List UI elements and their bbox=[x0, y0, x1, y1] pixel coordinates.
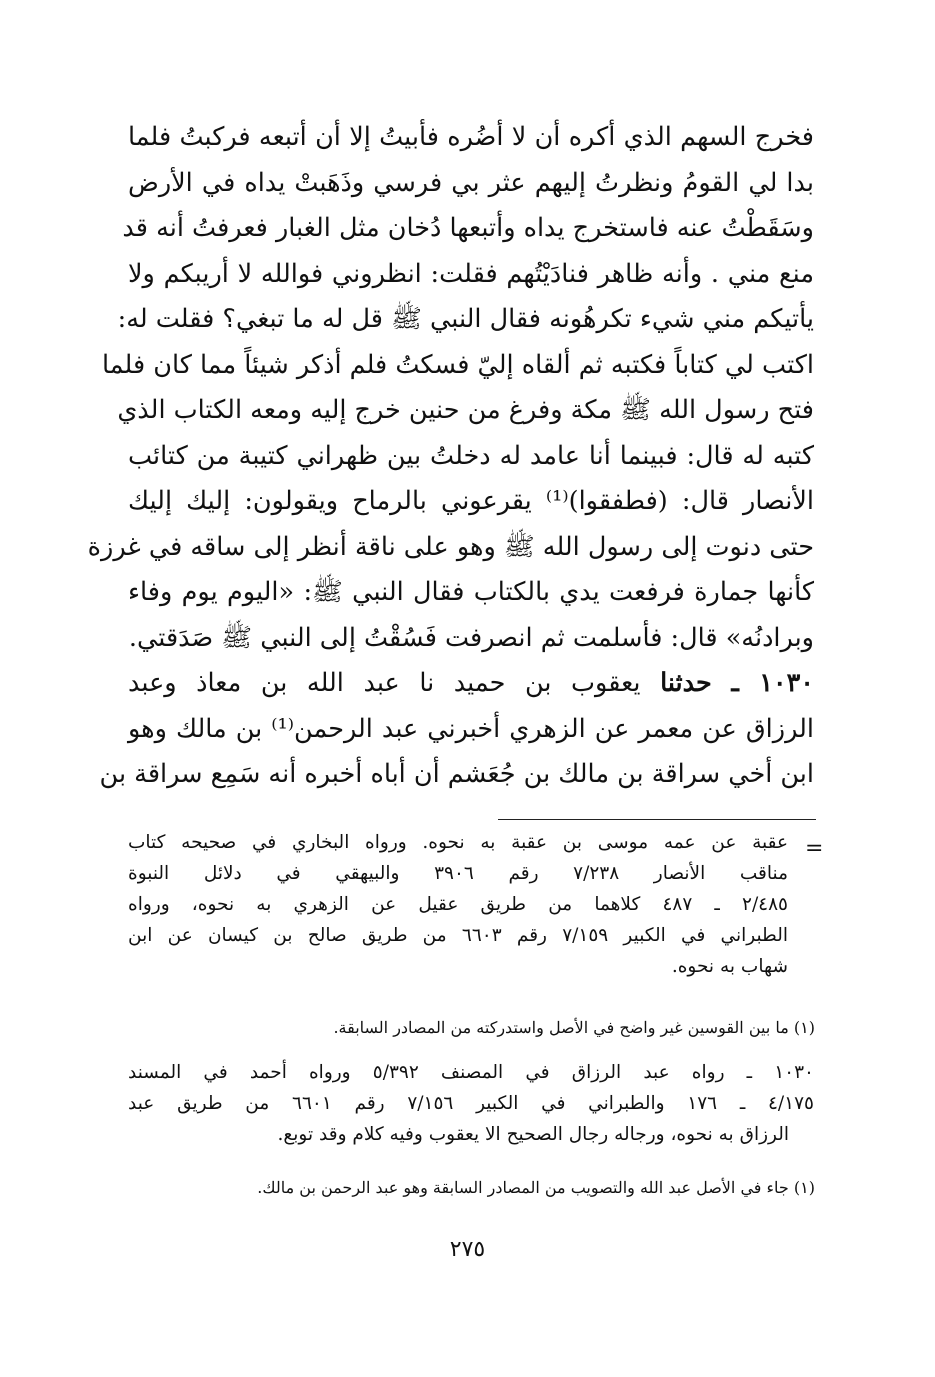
main-line: اكتب لي كتاباً فكتبه ثم ألقاه إليّ فسكتُ فلم أذكر شيئاً مما كان فلما bbox=[101, 349, 814, 380]
footnote-line: الرزاق به نحوه، ورجاله رجال الصحيح الا يعقوب وفيه كلام وقد توبع. bbox=[277, 1124, 789, 1145]
footnote-separator bbox=[498, 819, 816, 820]
hadith-number: ١٠٣٠ ـ bbox=[731, 668, 814, 698]
footnote-note: (١) ما بين القوسين غير واضح في الأصل واستدركته من المصادر السابقة. bbox=[333, 1018, 815, 1037]
main-line: الأنصار قال: (فطفقوا)⁽¹⁾ يقرعوني بالرماح ويقولون: إليك إليك bbox=[128, 486, 814, 516]
footnote-block bbox=[128, 1058, 814, 1151]
main-line: يأتيكم مني شيء تكرهُونه فقال النبي ﷺ قل له ما تبغي؟ فقلت له: bbox=[117, 304, 814, 334]
main-line: كتبه له قال: فبينما أنا عامد له دخلتُ بين ظهراني كتيبة من كتائب bbox=[128, 440, 814, 471]
hadith-line bbox=[128, 663, 814, 709]
continuation-mark: = bbox=[805, 836, 824, 861]
footnote-line: الطبراني في الكبير ٧/١٥٩ رقم ٦٦٠٣ من طريق صالح بن كيسان عن ابن bbox=[128, 925, 788, 946]
main-line: حتى دنوت إلى رسول الله ﷺ وهو على ناقة أنظر إلى ساقه في غرزة bbox=[87, 531, 814, 562]
footnote-note: (١) جاء في الأصل عبد الله والتصويب من المصادر السابقة وهو عبد الرحمن بن مالك. bbox=[257, 1178, 815, 1197]
main-line: بدا لي القومُ ونظرتُ إليهم عثر بي فرسي وذَهَبتْ يداه في الأرض bbox=[128, 167, 814, 198]
footnote-line: مناقب الأنصار ٧/٢٣٨ رقم ٣٩٠٦ والبيهقي في دلائل النبوة bbox=[128, 863, 788, 884]
footnote-line: ١٠٣٠ ـ رواه عبد الرزاق في المصنف ٥/٣٩٢ ورواه أحمد في المسند bbox=[128, 1062, 814, 1083]
hadith-line: الرزاق عن معمر عن الزهري أخبرني عبد الرحمن⁽¹⁾ بن مالك وهو bbox=[128, 713, 815, 744]
footnote-line: عقبة عن عمه موسى بن عقبة به نحوه. ورواه البخاري في صحيحه كتاب bbox=[128, 832, 788, 853]
page-number: ٢٧٥ bbox=[449, 1237, 486, 1262]
footnote-block bbox=[128, 828, 788, 983]
main-text bbox=[87, 117, 815, 800]
main-line: فخرج السهم الذي أكره أن لا أضُره فأبيتُ إلا أن أتبعه فركبتُ فلما bbox=[128, 122, 814, 152]
main-line: فتح رسول الله ﷺ مكة وفرغ من حنين خرج إليه ومعه الكتاب الذي bbox=[117, 395, 814, 425]
footnote-line: ٤/١٧٥ ـ ١٧٦ والطبراني في الكبير ٧/١٥٦ رقم ٦٦٠١ من طريق عبد bbox=[128, 1093, 814, 1114]
hadith-line: ابن أخي سراقة بن مالك بن جُعَشم أن أباه أخبره أنه سَمِع سراقة بن bbox=[99, 759, 814, 789]
haddathana-word: حدثنا bbox=[660, 668, 712, 698]
footnote-line: شهاب به نحوه. bbox=[671, 956, 788, 977]
footnote-line: ٢/٤٨٥ ـ ٤٨٧ كلاهما من طريق عقيل عن الزهري به نحوه، ورواه bbox=[128, 894, 788, 915]
main-line: كأنها جمارة فرفعت يدي بالكتاب فقال النبي ﷺ: «اليوم يوم وفاء bbox=[128, 577, 814, 607]
main-line: منع مني . وأنه ظاهر فنادَيْتُهم فقلت: انظروني فوالله لا أريبكم ولا bbox=[128, 258, 814, 289]
main-line: وبرادنُه» قال: فأسلمت ثم انصرفت فَسُقْتُ إلى النبي ﷺ صَدَقتي. bbox=[128, 622, 814, 653]
main-line: وسَقَطْتُ عنه فاستخرج يداه وأتبعها دُخان مثل الغبار فعرفتُ أنه قد bbox=[122, 213, 814, 243]
hadith-text: يعقوب بن حميد نا عبد الله بن معاذ وعبد bbox=[128, 668, 641, 698]
